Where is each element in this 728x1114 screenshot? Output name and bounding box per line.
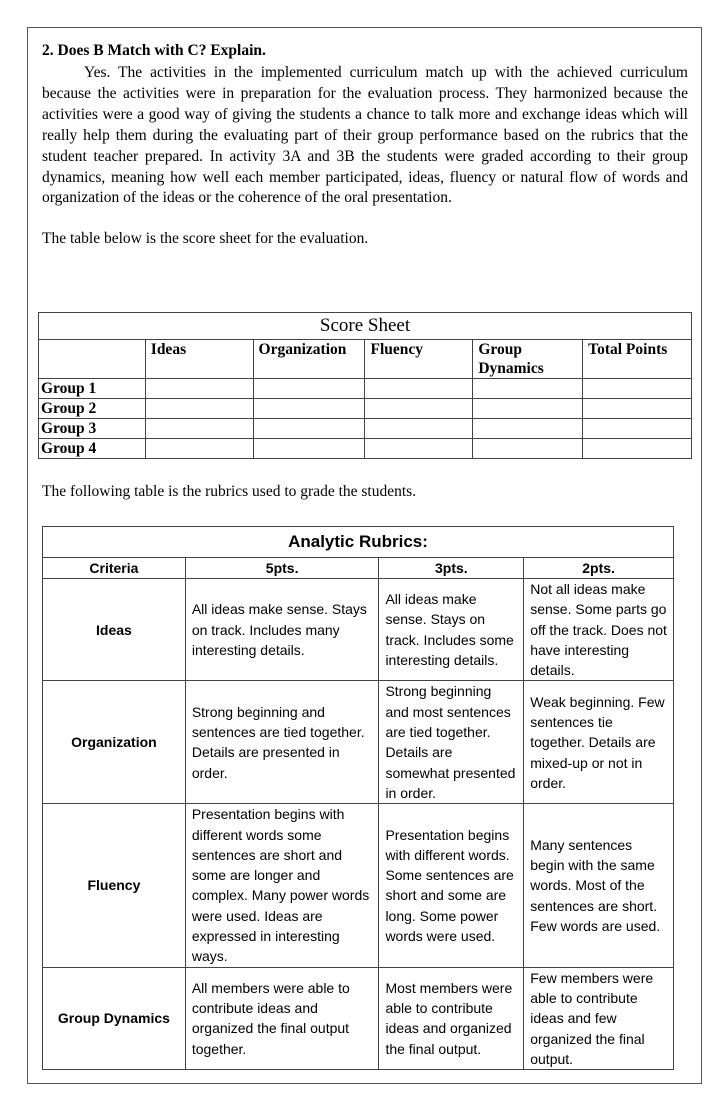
- rubric-criteria: Fluency: [43, 804, 186, 967]
- rubric-3pts-cell: Most members were able to contribute ideas and organized the final output.: [379, 967, 524, 1069]
- score-cell[interactable]: [365, 419, 473, 439]
- score-sheet-intro: The table below is the score sheet for the evaluation.: [42, 230, 369, 248]
- document-text: [42, 40, 688, 249]
- group-label: Group 2: [39, 399, 146, 419]
- rubric-header-2pts: 2pts.: [524, 558, 674, 579]
- score-cell[interactable]: [253, 439, 365, 459]
- score-header-organization: Organization: [253, 340, 365, 379]
- score-header-ideas: Ideas: [145, 340, 253, 379]
- rubric-criteria: Group Dynamics: [43, 967, 186, 1069]
- score-sheet-table: [38, 312, 692, 459]
- rubric-header-5pts: 5pts.: [185, 558, 379, 579]
- score-cell[interactable]: [145, 439, 253, 459]
- score-cell[interactable]: [473, 379, 583, 399]
- score-cell[interactable]: [365, 439, 473, 459]
- rubric-row-organization: [43, 681, 674, 804]
- score-cell[interactable]: [365, 379, 473, 399]
- score-row-group-4: [39, 439, 692, 459]
- group-label: Group 1: [39, 379, 146, 399]
- score-cell[interactable]: [473, 419, 583, 439]
- score-cell[interactable]: [583, 399, 692, 419]
- score-cell[interactable]: [473, 399, 583, 419]
- rubric-criteria: Ideas: [43, 579, 186, 681]
- rubric-row-group-dynamics: [43, 967, 674, 1069]
- group-label: Group 4: [39, 439, 146, 459]
- rubric-header-3pts: 3pts.: [379, 558, 524, 579]
- score-sheet-title-row: [39, 313, 692, 340]
- rubric-title: Analytic Rubrics:: [43, 527, 674, 558]
- score-cell[interactable]: [253, 419, 365, 439]
- rubric-2pts-cell: Few members were able to contribute ideas and few organized the final output.: [524, 967, 674, 1069]
- score-header-group-dynamics: Group Dynamics: [473, 340, 583, 379]
- score-cell[interactable]: [365, 399, 473, 419]
- rubric-intro: The following table is the rubrics used to grade the students.: [42, 483, 417, 500]
- rubric-3pts-cell: Presentation begins with different words. Some sentences are short and some are long. Some power words were used.: [379, 804, 524, 967]
- rubric-criteria: Organization: [43, 681, 186, 804]
- rubric-title-row: [43, 527, 674, 558]
- rubric-2pts-cell: Weak beginning. Few sentences tie together. Details are mixed-up or not in order.: [524, 681, 674, 804]
- score-header-blank: [39, 340, 146, 379]
- rubric-2pts-cell: Not all ideas make sense. Some parts go off the track. Does not have interesting details.: [524, 579, 674, 681]
- score-cell[interactable]: [253, 399, 365, 419]
- score-cell[interactable]: [583, 419, 692, 439]
- score-cell[interactable]: [473, 439, 583, 459]
- score-cell[interactable]: [583, 379, 692, 399]
- score-row-group-1: [39, 379, 692, 399]
- question-answer: Yes. The activities in the implemented curriculum match up with the achieved curriculum because the activities were in preparation for the evaluation process. They harmonized because the activities were a good way of giving the students a chance to talk more and exchange ideas which will really help them during the evaluating part of their group performance based on the rubrics that the student teacher prepared. In activity 3A and 3B the students were graded according to their group dynamics, meaning how well each member participated, ideas, fluency or natural flow of words and organization of the ideas or the coherence of the oral presentation.: [42, 64, 688, 207]
- rubric-row-ideas: [43, 579, 674, 681]
- rubric-header-row: [43, 558, 674, 579]
- score-cell[interactable]: [145, 379, 253, 399]
- score-cell[interactable]: [253, 379, 365, 399]
- rubric-row-fluency: [43, 804, 674, 967]
- question-heading: 2. Does B Match with C? Explain.: [42, 42, 266, 59]
- score-cell[interactable]: [583, 439, 692, 459]
- score-row-group-2: [39, 399, 692, 419]
- score-cell[interactable]: [145, 399, 253, 419]
- rubric-3pts-cell: All ideas make sense. Stays on track. Includes some interesting details.: [379, 579, 524, 681]
- rubric-table: [42, 526, 674, 1070]
- rubric-5pts-cell: Presentation begins with different words some sentences are short and some are longer and complex. Many power words were used. Ideas are expressed in interesting ways.: [185, 804, 379, 967]
- score-row-group-3: [39, 419, 692, 439]
- score-header-total-points: Total Points: [583, 340, 692, 379]
- rubric-2pts-cell: Many sentences begin with the same words. Most of the sentences are short. Few words are used.: [524, 804, 674, 967]
- score-sheet-header-row: [39, 340, 692, 379]
- rubric-5pts-cell: All members were able to contribute ideas and organized the final output together.: [185, 967, 379, 1069]
- score-cell[interactable]: [145, 419, 253, 439]
- rubric-header-criteria: Criteria: [43, 558, 186, 579]
- rubric-5pts-cell: Strong beginning and sentences are tied together. Details are presented in order.: [185, 681, 379, 804]
- group-label: Group 3: [39, 419, 146, 439]
- rubric-5pts-cell: All ideas make sense. Stays on track. Includes many interesting details.: [185, 579, 379, 681]
- score-sheet-title: Score Sheet: [39, 313, 692, 340]
- score-header-fluency: Fluency: [365, 340, 473, 379]
- rubric-3pts-cell: Strong beginning and most sentences are tied together. Details are somewhat presented in order.: [379, 681, 524, 804]
